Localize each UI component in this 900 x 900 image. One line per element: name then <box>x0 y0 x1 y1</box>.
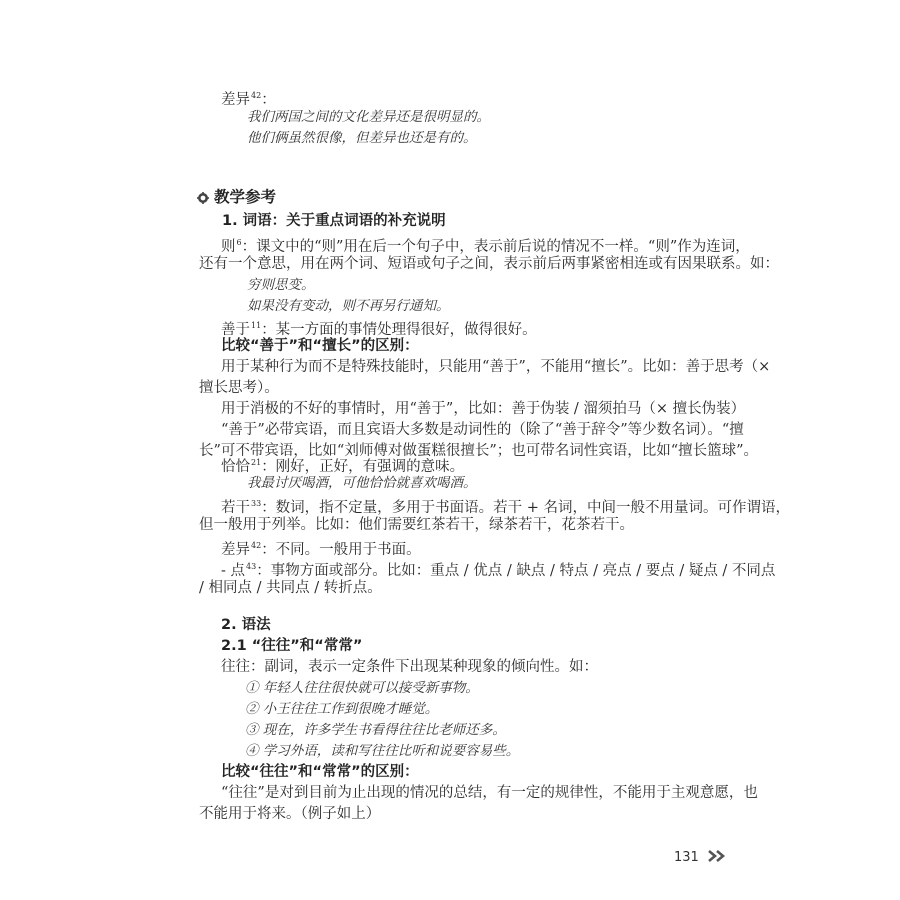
compare-line: 长”可不带宾语，比如“刘师傅对做蛋糕很擅长”；也可带名词性宾语，比如“擅长篮球”。 <box>199 443 759 459</box>
grammar-example: ② 小王往往工作到很晚才睡觉。 <box>245 701 439 717</box>
term-dian-line: / 相同点 / 共同点 / 转折点。 <box>199 580 382 596</box>
grammar-example: ③ 现在，许多学生书看得往往比老师还多。 <box>245 722 506 738</box>
term-chayi-top: 差异$^{42}$： <box>221 91 276 108</box>
example-sentence: 他们俩虽然很像，但差异也还是有的。 <box>247 130 477 146</box>
section-title: 教学参考 <box>214 188 277 206</box>
example-sentence: 穷则思变。 <box>247 277 315 293</box>
term-ruogan-line: 若干$^{33}$：数词，指不定量，多用于书面语。若干 + 名词，中间一般不用量词。可作谓语， <box>221 499 791 516</box>
term-ruogan-line: 但一般用于列举。比如：他们需要红茶若干，绿茶若干，花茶若干。 <box>199 517 634 533</box>
compare-line: 用于某种行为而不是特殊技能时，只能用“善于”，不能用“擅长”。比如：善于思考（× <box>221 359 771 375</box>
example-sentence: 我最讨厌喝酒，可他恰恰就喜欢喝酒。 <box>247 475 477 491</box>
grammar-definition: 往往：副词，表示一定条件下出现某种现象的倾向性。如： <box>221 659 598 675</box>
term-chayi: 差异$^{42}$：不同。一般用于书面。 <box>221 541 421 558</box>
gear-icon <box>197 192 209 204</box>
compare-line: “往往”是对到目前为止出现的情况的总结，有一定的规律性，不能用于主观意愿，也 <box>221 785 758 801</box>
term-dian-line: - 点$^{43}$：事物方面或部分。比如：重点 / 优点 / 缺点 / 特点 / 亮点 / 要点 / 疑点 / 不同点 <box>221 562 776 579</box>
example-sentence: 如果没有变动，则不再另行通知。 <box>247 298 450 314</box>
term-shanyu: 善于$^{11}$：某一方面的事情处理得很好，做得很好。 <box>221 321 537 338</box>
vocab-heading: 1. 词语：关于重点词语的补充说明 <box>222 213 446 229</box>
compare-heading: 比较“善于”和“擅长”的区别： <box>221 338 419 354</box>
compare-line: “善于”必带宾语，而且宾语大多数是动词性的（除了“善于辞令”等少数名词）。“擅 <box>221 422 744 438</box>
term-ze-line: 则$^6$：课文中的“则”用在后一个句子中，表示前后说的情况不一样。“则”作为连词， <box>221 238 750 255</box>
compare-line: 用于消极的不好的事情时，用“善于”，比如：善于伪装 / 溜须拍马（× 擅长伪装） <box>221 401 746 417</box>
grammar-example: ④ 学习外语，读和写往往比听和说要容易些。 <box>245 743 520 759</box>
grammar-example: ① 年轻人往往很快就可以接受新事物。 <box>245 680 479 696</box>
page-number <box>674 850 728 865</box>
example-sentence: 我们两国之间的文化差异还是很明显的。 <box>247 109 490 125</box>
term-ze-line: 还有一个意思，用在两个词、短语或句子之间，表示前后两事紧密相连或有因果联系。如： <box>199 256 779 272</box>
double-chevron-right-icon <box>708 850 728 862</box>
page-number-label: 131 <box>674 850 699 865</box>
grammar-sub-heading: 2.1 “往往”和“常常” <box>221 638 363 654</box>
compare-line: 不能用于将来。（例子如上） <box>199 806 381 822</box>
grammar-heading: 2. 语法 <box>221 617 271 633</box>
compare-line: 擅长思考）。 <box>199 380 279 396</box>
compare-heading: 比较“往往”和“常常”的区别： <box>221 764 419 780</box>
term-qiaqia: 恰恰$^{21}$：刚好，正好，有强调的意味。 <box>221 458 465 475</box>
